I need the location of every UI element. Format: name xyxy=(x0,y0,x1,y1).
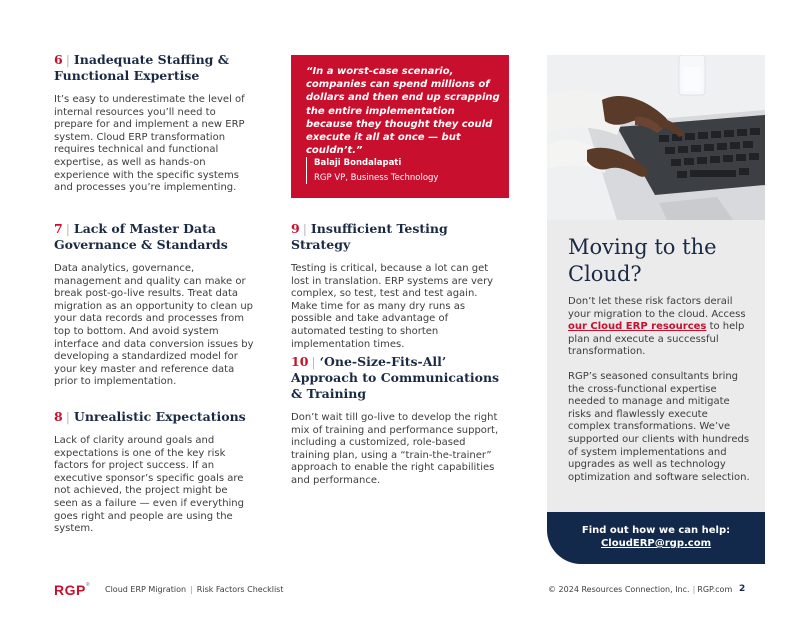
section-title-text: Unrealistic Expectations xyxy=(73,409,246,424)
laptop-typing-photo xyxy=(547,55,765,220)
rgp-logo: RGP® xyxy=(54,582,91,598)
section-number: 9 xyxy=(291,221,300,236)
cta-email-link[interactable]: CloudERP@rgp.com xyxy=(600,538,712,549)
page-number: 2 xyxy=(739,584,746,594)
section-title-text: Insufficient Testing Strategy xyxy=(291,221,448,252)
sidebar-paragraph-1: Don’t let these risk factors derail your migration to the cloud. Access our Cloud ERP resources to help plan and execute a successful transformation. xyxy=(568,296,746,358)
cta-heading: Find out how we can help: xyxy=(581,525,731,536)
laptop-illustration xyxy=(547,55,765,220)
footer-site-link[interactable]: RGP.com xyxy=(697,585,733,594)
section-number: 10 xyxy=(291,354,309,369)
section-10 xyxy=(291,354,503,488)
cloud-erp-resources-link[interactable]: our Cloud ERP resources xyxy=(568,321,707,333)
quote-author-role: RGP VP, Business Technology xyxy=(314,173,439,183)
pull-quote xyxy=(291,55,509,198)
section-title: 7 | Lack of Master Data Governance & Standards xyxy=(54,221,228,252)
section-body: Don’t wait till go-live to develop the right mix of training and performance support, including a customized, role-based training plan, using a “train-the-trainer” approach to enable the right capabilities and performance. xyxy=(291,412,499,486)
quote-author-name: Balaji Bondalapati xyxy=(314,158,402,168)
section-title: 8 | Unrealistic Expectations xyxy=(54,409,246,424)
section-title-text: ‘One-Size-Fits-All’ Approach to Communications & Training xyxy=(291,354,500,401)
section-body: It’s easy to underestimate the level of internal resources you’ll need to prepare for and implement a new ERP system. Cloud ERP transformation requires technical and functional expertise, as well as hands-on experience with the specific systems and processes you’re implementing. xyxy=(54,94,245,194)
quote-attribution xyxy=(306,157,438,184)
section-body: Testing is critical, because a lot can get lost in translation. ERP systems are very complex, so test, test and test again. Make time for as many dry runs as possible and take advantage of automated testing to shorten implementation times. xyxy=(291,263,494,350)
section-title: 9 | Insufficient Testing Strategy xyxy=(291,221,448,252)
section-number: 7 xyxy=(54,221,63,236)
section-9 xyxy=(291,221,503,351)
section-7 xyxy=(54,221,254,389)
footer-doc-title: Cloud ERP Migration | Risk Factors Checklist xyxy=(105,585,284,594)
section-body: Data analytics, governance, management and quality can make or break post-go-live results. Treat data migration as an opportunity to clean up your data records and processes from top to bottom. And avoid system interface and data conversion issues by developing a standardized model for your key master and reference data prior to implementation. xyxy=(54,263,254,388)
section-title-text: Inadequate Staffing & Functional Expertise xyxy=(54,52,230,83)
section-title: 10 | ‘One-Size-Fits-All’ Approach to Communications & Training xyxy=(291,354,500,401)
sidebar-title: Moving to the Cloud? xyxy=(568,235,717,286)
footer-copyright: © 2024 Resources Connection, Inc. | RGP.com xyxy=(548,585,733,594)
section-title-text: Lack of Master Data Governance & Standards xyxy=(54,221,228,252)
section-number: 6 xyxy=(54,52,63,67)
section-6 xyxy=(54,52,254,195)
section-body: Lack of clarity around goals and expectations is one of the key risk factors for project success. If an executive sponsor’s specific goals are not achieved, the project might be seen as a failure — even if everything goes right and people are using the system. xyxy=(54,435,244,535)
contact-cta xyxy=(547,512,765,564)
sidebar-panel xyxy=(547,220,765,512)
quote-text: “In a worst-case scenario, companies can spend millions of dollars and then end up scrapping the entire implementation because they thought they could execute it all at once — but couldn’t.” xyxy=(306,66,500,157)
sidebar-paragraph-2: RGP’s seasoned consultants bring the cross-functional expertise needed to manage and mitigate risks and flawlessly execute complex transformations. We’ve supported our clients with hundreds of system implementations and upgrades as well as technology optimization and software selection. xyxy=(568,371,750,483)
section-title: 6 | Inadequate Staffing & Functional Expertise xyxy=(54,52,230,83)
page-footer xyxy=(0,580,800,600)
section-number: 8 xyxy=(54,409,63,424)
section-8 xyxy=(54,409,254,536)
